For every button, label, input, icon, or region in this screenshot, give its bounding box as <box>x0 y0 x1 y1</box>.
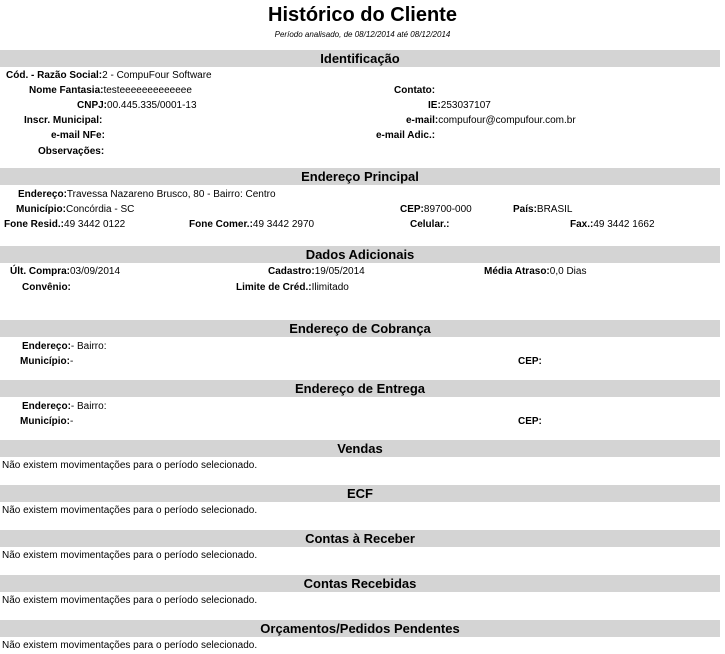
cobranca-municipio <box>20 355 73 368</box>
field-label: Inscr. Municipal: <box>24 115 103 126</box>
field-label: Município: <box>20 416 70 427</box>
email <box>406 114 576 127</box>
section-endereco-cobranca: Endereço de Cobrança <box>0 320 720 337</box>
field-value: Concórdia - SC <box>66 204 135 215</box>
field-label: CNPJ: <box>77 100 108 111</box>
inscricao-municipal <box>24 114 102 127</box>
contas-recebidas-empty-message: Não existem movimentações para o período selecionado. <box>2 595 258 606</box>
municipio <box>16 203 134 216</box>
field-value: 19/05/2014 <box>314 266 365 277</box>
cobranca-endereco <box>22 340 106 353</box>
field-value: testeeeeeeeeeeeee <box>103 85 192 96</box>
field-label: Fone Resid.: <box>4 219 65 230</box>
field-value: 253037107 <box>440 100 491 111</box>
cadastro <box>268 265 365 278</box>
field-label: Convênio: <box>22 282 71 293</box>
cod-razao-social <box>6 69 212 82</box>
report-period: Período analisado, de 08/12/2014 até 08/12/2014 <box>274 30 451 39</box>
section-identificacao: Identificação <box>0 50 720 67</box>
media-atraso <box>484 265 586 278</box>
section-dados-adicionais: Dados Adicionais <box>0 246 720 263</box>
field-value: 49 3442 0122 <box>64 219 126 230</box>
field-label: Nome Fantasia: <box>29 85 104 96</box>
field-value: 03/09/2014 <box>70 266 121 277</box>
contato <box>394 84 435 97</box>
section-contas-recebidas: Contas Recebidas <box>0 575 720 592</box>
field-label: Fone Comer.: <box>189 219 253 230</box>
field-label: Cód. - Razão Social: <box>6 70 103 81</box>
entrega-cep <box>518 415 542 428</box>
fone-residencial <box>4 218 125 231</box>
field-label: IE: <box>428 100 441 111</box>
inscricao-estadual <box>428 99 491 112</box>
field-label: CEP: <box>518 416 542 427</box>
section-vendas: Vendas <box>0 440 720 457</box>
convenio <box>22 281 71 294</box>
celular <box>410 218 449 231</box>
field-label: Cadastro: <box>268 266 315 277</box>
email-nfe <box>51 129 105 142</box>
field-value: 49 3442 2970 <box>252 219 315 230</box>
field-value: BRASIL <box>536 204 573 215</box>
field-label: Celular.: <box>410 219 450 230</box>
field-label: e-mail: <box>406 115 439 126</box>
limite-credito <box>236 281 349 294</box>
field-label: CEP: <box>400 204 424 215</box>
observacoes <box>38 145 104 158</box>
orcamentos-empty-message: Não existem movimentações para o período selecionado. <box>2 640 258 651</box>
field-value: Travessa Nazareno Brusco, 80 - Bairro: Centro <box>66 189 276 200</box>
field-label: e-mail Adic.: <box>376 130 436 141</box>
section-contas-receber: Contas à Receber <box>0 530 720 547</box>
field-label: CEP: <box>518 356 542 367</box>
field-value: - Bairro: <box>70 401 107 412</box>
field-label: Endereço: <box>18 189 67 200</box>
fax <box>570 218 655 231</box>
contas-receber-empty-message: Não existem movimentações para o período selecionado. <box>2 550 258 561</box>
section-endereco-principal: Endereço Principal <box>0 168 720 185</box>
field-value: compufour@compufour.com.br <box>438 115 576 126</box>
field-value: Ilimitado <box>311 282 349 293</box>
section-endereco-entrega: Endereço de Entrega <box>0 380 720 397</box>
email-adicional <box>376 129 435 142</box>
entrega-endereco <box>22 400 106 413</box>
field-label: Contato: <box>394 85 436 96</box>
field-value: 00.445.335/0001-13 <box>107 100 197 111</box>
nome-fantasia <box>29 84 192 97</box>
field-label: Endereço: <box>22 341 71 352</box>
field-value: 89700-000 <box>423 204 472 215</box>
section-ecf: ECF <box>0 485 720 502</box>
cep <box>400 203 472 216</box>
field-label: Fax.: <box>570 219 594 230</box>
field-label: País: <box>513 204 537 215</box>
fone-comercial <box>189 218 314 231</box>
field-label: Município: <box>20 356 70 367</box>
field-value: 2 - CompuFour Software <box>102 70 212 81</box>
field-label: Últ. Compra: <box>10 266 70 277</box>
report-title: Histórico do Cliente <box>268 4 457 26</box>
ultima-compra <box>10 265 120 278</box>
field-value: - Bairro: <box>70 341 107 352</box>
field-value: - <box>70 356 74 367</box>
cobranca-cep <box>518 355 542 368</box>
field-label: Endereço: <box>22 401 71 412</box>
entrega-municipio <box>20 415 73 428</box>
endereco <box>18 188 276 201</box>
field-label: e-mail NFe: <box>51 130 105 141</box>
cnpj <box>77 99 197 112</box>
field-label: Média Atraso: <box>484 266 550 277</box>
pais <box>513 203 572 216</box>
field-value: 0,0 Dias <box>549 266 587 277</box>
vendas-empty-message: Não existem movimentações para o período selecionado. <box>2 460 258 471</box>
field-label: Limite de Créd.: <box>236 282 312 293</box>
field-label: Observações: <box>38 146 105 157</box>
ecf-empty-message: Não existem movimentações para o período selecionado. <box>2 505 258 516</box>
field-value: - <box>70 416 74 427</box>
section-orcamentos-pendentes: Orçamentos/Pedidos Pendentes <box>0 620 720 637</box>
field-value: 49 3442 1662 <box>593 219 655 230</box>
field-label: Município: <box>16 204 66 215</box>
